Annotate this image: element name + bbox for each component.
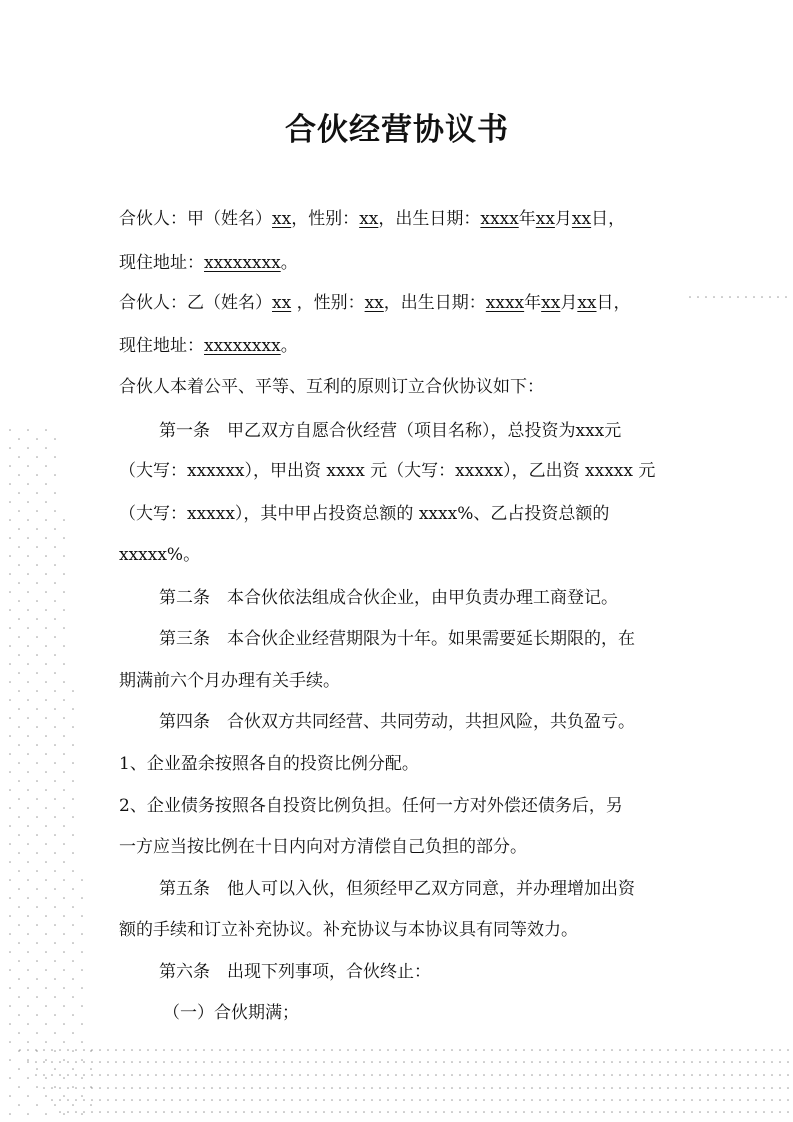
clause-2-line-2: 一方应当按比例在十日内向对方清偿自己负担的部分。: [119, 837, 527, 857]
partner-a-name: xx: [272, 209, 292, 229]
partner-a-address: xxxxxxxx: [204, 253, 281, 273]
article-5-line-2: 额的手续和订立补充协议。补充协议与本协议具有同等效力。: [119, 920, 578, 940]
partner-a-gender: xx: [359, 209, 379, 229]
article-3-line-2: 期满前六个月办理有关手续。: [119, 671, 340, 691]
article-4: 第四条 合伙双方共同经营、共同劳动，共担风险，共负盈亏。: [159, 712, 635, 732]
article-1-line-3: （大写：xxxxx），其中甲占投资总额的 xxxx%、乙占投资总额的: [119, 504, 610, 524]
article-6-item-1: （一）合伙期满；: [163, 1003, 299, 1023]
intro-paragraph: 合伙人本着公平、平等、互利的原则订立合伙协议如下：: [119, 377, 544, 397]
partner-b-birth-year: xxxx: [485, 293, 525, 313]
article-1-line-1: 第一条 甲乙双方自愿合伙经营（项目名称），总投资为xxx元: [159, 421, 622, 441]
article-6: 第六条 出现下列事项，合伙终止：: [159, 962, 431, 982]
partner-b-address-line: 现住地址：xxxxxxxx。: [119, 336, 298, 356]
article-5-line-1: 第五条 他人可以入伙，但须经甲乙双方同意，并办理增加出资: [159, 879, 635, 899]
article-3-line-1: 第三条 本合伙企业经营期限为十年。如果需要延长期限的，在: [159, 629, 635, 649]
clause-1: 1、企业盈余按照各自的投资比例分配。: [119, 754, 419, 774]
partner-b-name: xx: [272, 293, 292, 313]
partner-b-birth-day: xx: [577, 293, 597, 313]
partner-a-birth-day: xx: [571, 209, 592, 229]
article-1-line-2: （大写：xxxxxx），甲出资 xxxx 元（大写：xxxxx），乙出资 xxxxx 元: [119, 461, 656, 481]
partner-a-address-line: 现住地址：xxxxxxxx。: [119, 253, 298, 273]
document-title: 合伙经营协议书: [285, 112, 509, 148]
partner-a-birth-year: xxxx: [480, 209, 519, 229]
article-2: 第二条 本合伙依法组成合伙企业，由甲负责办理工商登记。: [159, 588, 618, 608]
article-1-line-4: xxxxx%。: [119, 545, 201, 565]
partner-b-birth-month: xx: [541, 293, 561, 313]
partner-a-birth-month: xx: [535, 209, 555, 229]
partner-b-line: 合伙人：乙（姓名）xx ，性别：xx，出生日期：xxxx年xx月xx日，: [119, 293, 631, 313]
partner-a-line: 合伙人：甲（姓名）xx，性别：xx，出生日期：xxxx年xx月xx日，: [119, 209, 626, 229]
partner-b-gender: xx: [364, 293, 384, 313]
clause-2-line-1: 2、企业债务按照各自投资比例负担。任何一方对外偿还债务后，另: [119, 796, 623, 816]
partner-b-address: xxxxxxxx: [204, 336, 281, 356]
